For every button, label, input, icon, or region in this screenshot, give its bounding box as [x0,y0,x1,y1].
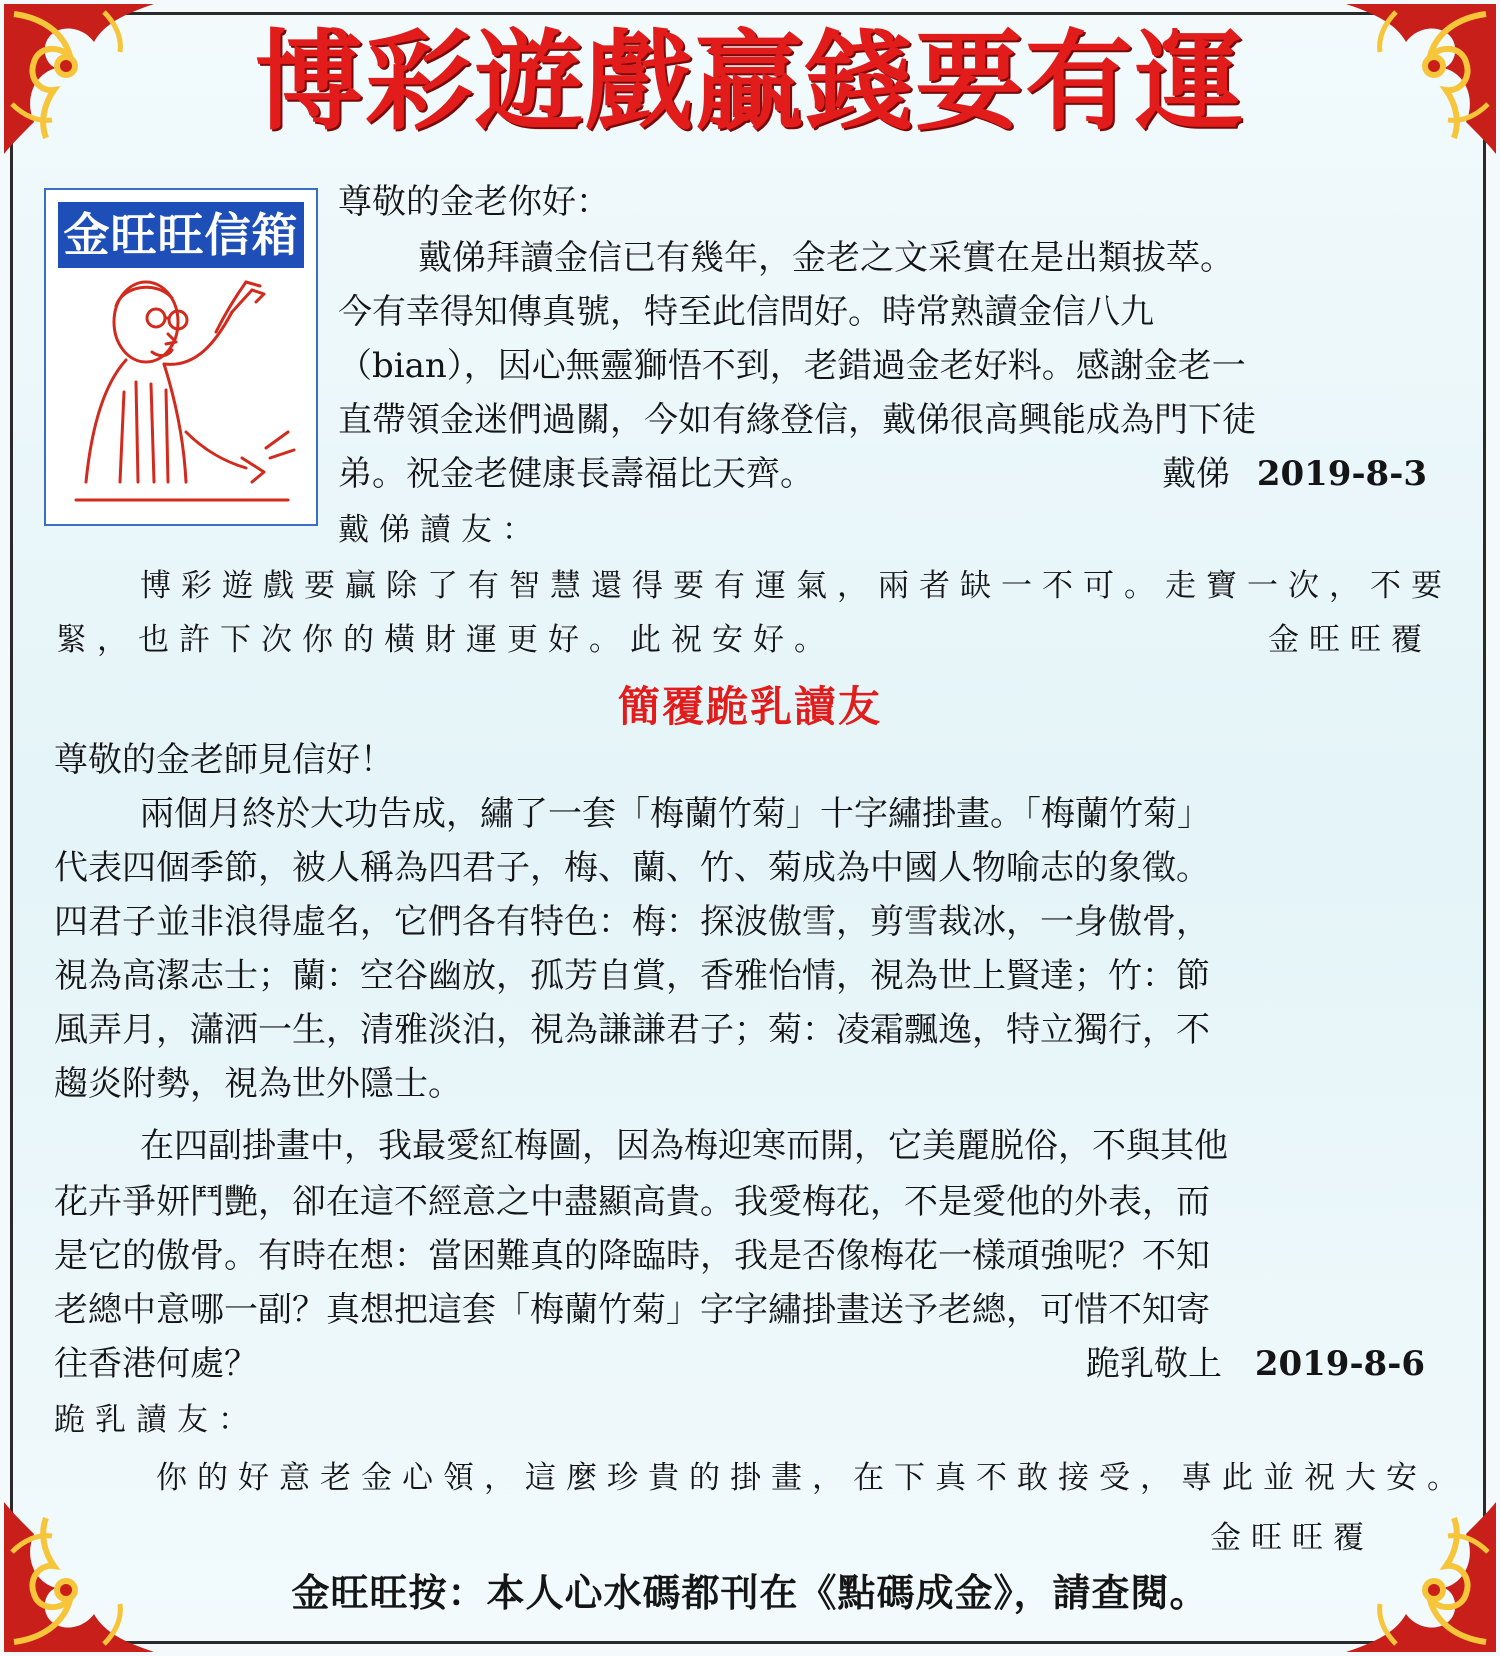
letter1-line: 戴俤拜讀金信已有幾年，金老之文采實在是出類拔萃。 [418,238,1234,278]
reply1-line: 緊，也許下次你的橫財運更好。此祝安好。 [56,622,835,658]
letter2-greeting: 尊敬的金老師見信好！ [54,740,394,780]
footer-note: 金旺旺按：本人心水碼都刊在《點碼成金》，請查閱。 [291,1571,1209,1615]
letter1-line: 直帶領金迷們過關，今如有緣登信，戴俤很高興能成為門下徒 [338,400,1256,440]
letter2-line: 在四副掛畫中，我最愛紅梅圖，因為梅迎寒而開，它美麗脱俗，不與其他 [140,1126,1228,1166]
letter2-line: 風弄月，瀟洒一生，清雅淡泊，視為謙謙君子；菊：凌霜飄逸，特立獨行，不 [54,1010,1210,1050]
mailbox-logo [44,188,318,526]
letter2-line: 趨炎附勢，視為世外隱士。 [54,1064,462,1104]
page-title: 博彩遊戲贏錢要有運 [254,20,1245,145]
letter1-line: 今有幸得知傳真號，特至此信問好。時常熟讀金信八九 [338,292,1154,332]
logo-banner: 金旺旺信箱 [58,202,304,268]
letter2-line: 往香港何處？ [54,1344,258,1384]
letter2-line: 是它的傲骨。有時在想：當困難真的降臨時，我是否像梅花一樣頑強呢？不知 [54,1236,1210,1276]
letter1-greeting: 尊敬的金老你好： [338,182,610,222]
reply1-line: 博彩遊戲要贏除了有智慧還得要有運氣，兩者缺一不可。走寶一次，不要 [140,568,1452,604]
letter2-date: 2019-8-6 [1254,1344,1425,1384]
man-pointing-illustration-icon [56,272,308,516]
reply2-greeting: 跪乳讀友： [54,1402,259,1438]
letter2-line: 花卉爭妍鬥艷，卻在這不經意之中盡顯高貴。我愛梅花，不是愛他的外表，而 [54,1182,1210,1222]
letter1-line: （bian），因心無靈獅悟不到，老錯過金老好料。感謝金老一 [338,346,1246,386]
letter2-line: 老總中意哪一副？真想把這套「梅蘭竹菊」字字繡掛畫送予老總，可惜不知寄 [54,1290,1210,1330]
letter2-line: 兩個月終於大功告成，繡了一套「梅蘭竹菊」十字繡掛畫。「梅蘭竹菊」 [140,794,1211,834]
letter1-signature [1162,452,1427,496]
letter2-signer: 跪乳敬上 [1086,1344,1222,1384]
reply2-line: 你的好意老金心領，這麼珍貴的掛畫，在下真不敢接受，專此並祝大安。 [156,1460,1468,1496]
letter1-signer: 戴俤 [1162,454,1230,494]
letter2-line: 視為高潔志士；蘭：空谷幽放，孤芳自賞，香雅怡情，視為世上賢達；竹：節 [54,956,1210,996]
letter1-line: 弟。祝金老健康長壽福比天齊。 [338,454,814,494]
reply1-signature: 金旺旺覆 [1268,622,1432,658]
letter2-line: 代表四個季節，被人稱為四君子，梅、蘭、竹、菊成為中國人物喻志的象徵。 [54,848,1210,888]
letter2-signature [1086,1342,1425,1386]
reply1-greeting: 戴俤讀友： [338,512,543,548]
letter2-line: 四君子並非浪得虛名，它們各有特色：梅：探波傲雪，剪雪裁冰，一身傲骨， [54,902,1210,942]
section-subheading: 簡覆跪乳讀友 [617,682,882,731]
letter1-date: 2019-8-3 [1256,454,1427,494]
reply2-signature: 金旺旺覆 [1210,1520,1374,1556]
